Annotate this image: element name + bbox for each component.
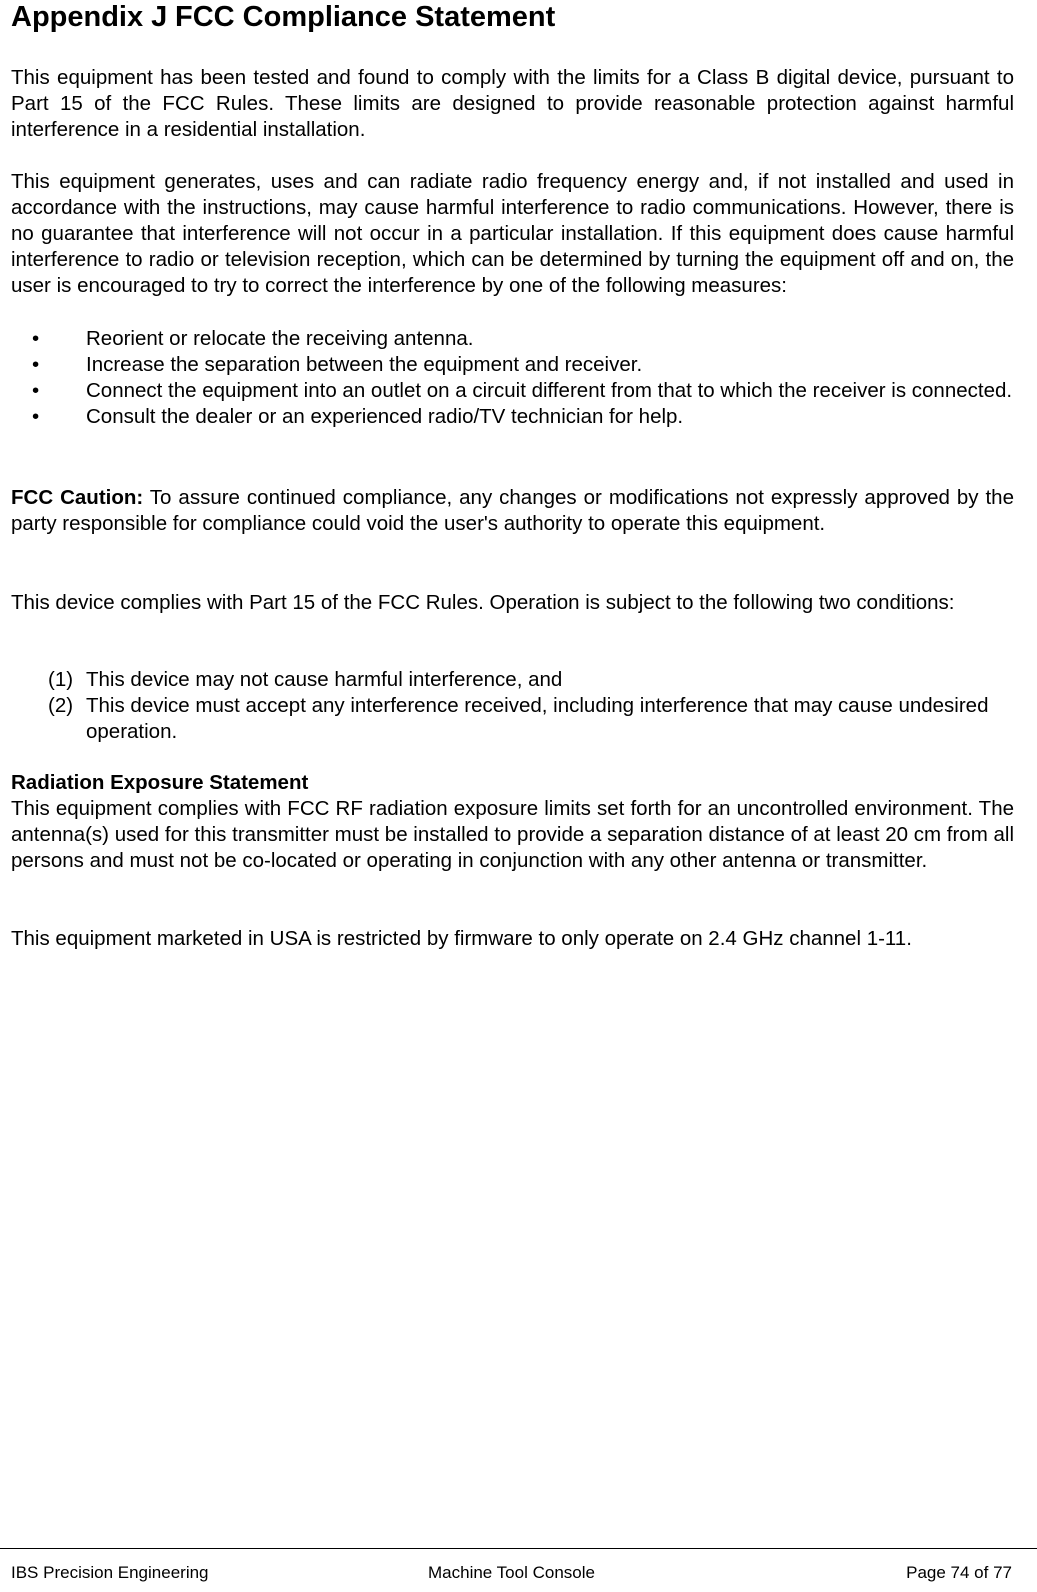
conditions-list [11,667,1014,745]
radiation-heading: Radiation Exposure Statement [11,771,309,794]
list-item: • Increase the separation between the equipment and receiver. [32,353,643,376]
measures-list [11,326,1014,430]
list-item: • Consult the dealer or an experienced radio/TV technician for help. [32,405,684,428]
intro-paragraph: This equipment has been tested and found to comply with the limits for a Class B digital device, pursuant to Part 15 of the FCC Rules. These limits are designed to provide reasonable protection against harmful interference in a residential installation. [11,66,1014,141]
list-item: • Connect the equipment into an outlet on a circuit different from that to which the receiver is connected. [32,379,1013,402]
footer-page-number: Page 74 of 77 [906,1563,1012,1582]
radiation-paragraph: This equipment complies with FCC RF radiation exposure limits set forth for an uncontrolled environment. The antenna(s) used for this transmitter must be installed to provide a separation distance of at least 20 cm from all persons and must not be co-located or operating in conjunction with any other antenna or transmitter. [11,797,1014,872]
interference-paragraph: This equipment generates, uses and can radiate radio frequency energy and, if not installed and used in accordance with the instructions, may cause harmful interference to radio communications. However, there is no guarantee that interference will not occur in a particular installation. If this equipment does cause harmful interference to radio or television reception, which can be determined by turning the equipment off and on, the user is encouraged to try to correct the interference by one of the following measures: [11,170,1014,297]
appendix-title: FCC Compliance Statement [175,1,556,33]
page-heading [11,0,555,34]
list-item: • Reorient or relocate the receiving antenna. [32,327,474,350]
firmware-paragraph: This equipment marketed in USA is restricted by firmware to only operate on 2.4 GHz channel 1-11. [11,927,912,950]
bullet: • [32,353,40,376]
bullet: • [32,327,40,350]
footer-product: Machine Tool Console [428,1563,595,1582]
bullet: • [32,405,40,428]
list-item: (2) This device must accept any interference received, including interference that may cause undesired operation. [48,694,989,743]
footer-divider [0,1548,1037,1549]
caution-paragraph [11,485,1014,537]
caution-label: FCC Caution: [11,486,144,509]
part15-paragraph: This device complies with Part 15 of the FCC Rules. Operation is subject to the following two conditions: [11,591,955,614]
appendix-number: Appendix J [11,1,168,33]
list-item: (1) This device may not cause harmful interference, and [48,668,563,691]
caution-text: To assure continued compliance, any changes or modifications not expressly approved by the party responsible for compliance could void the user's authority to operate this equipment. [11,486,1014,535]
bullet: • [32,379,40,402]
footer-company: IBS Precision Engineering [11,1563,209,1582]
